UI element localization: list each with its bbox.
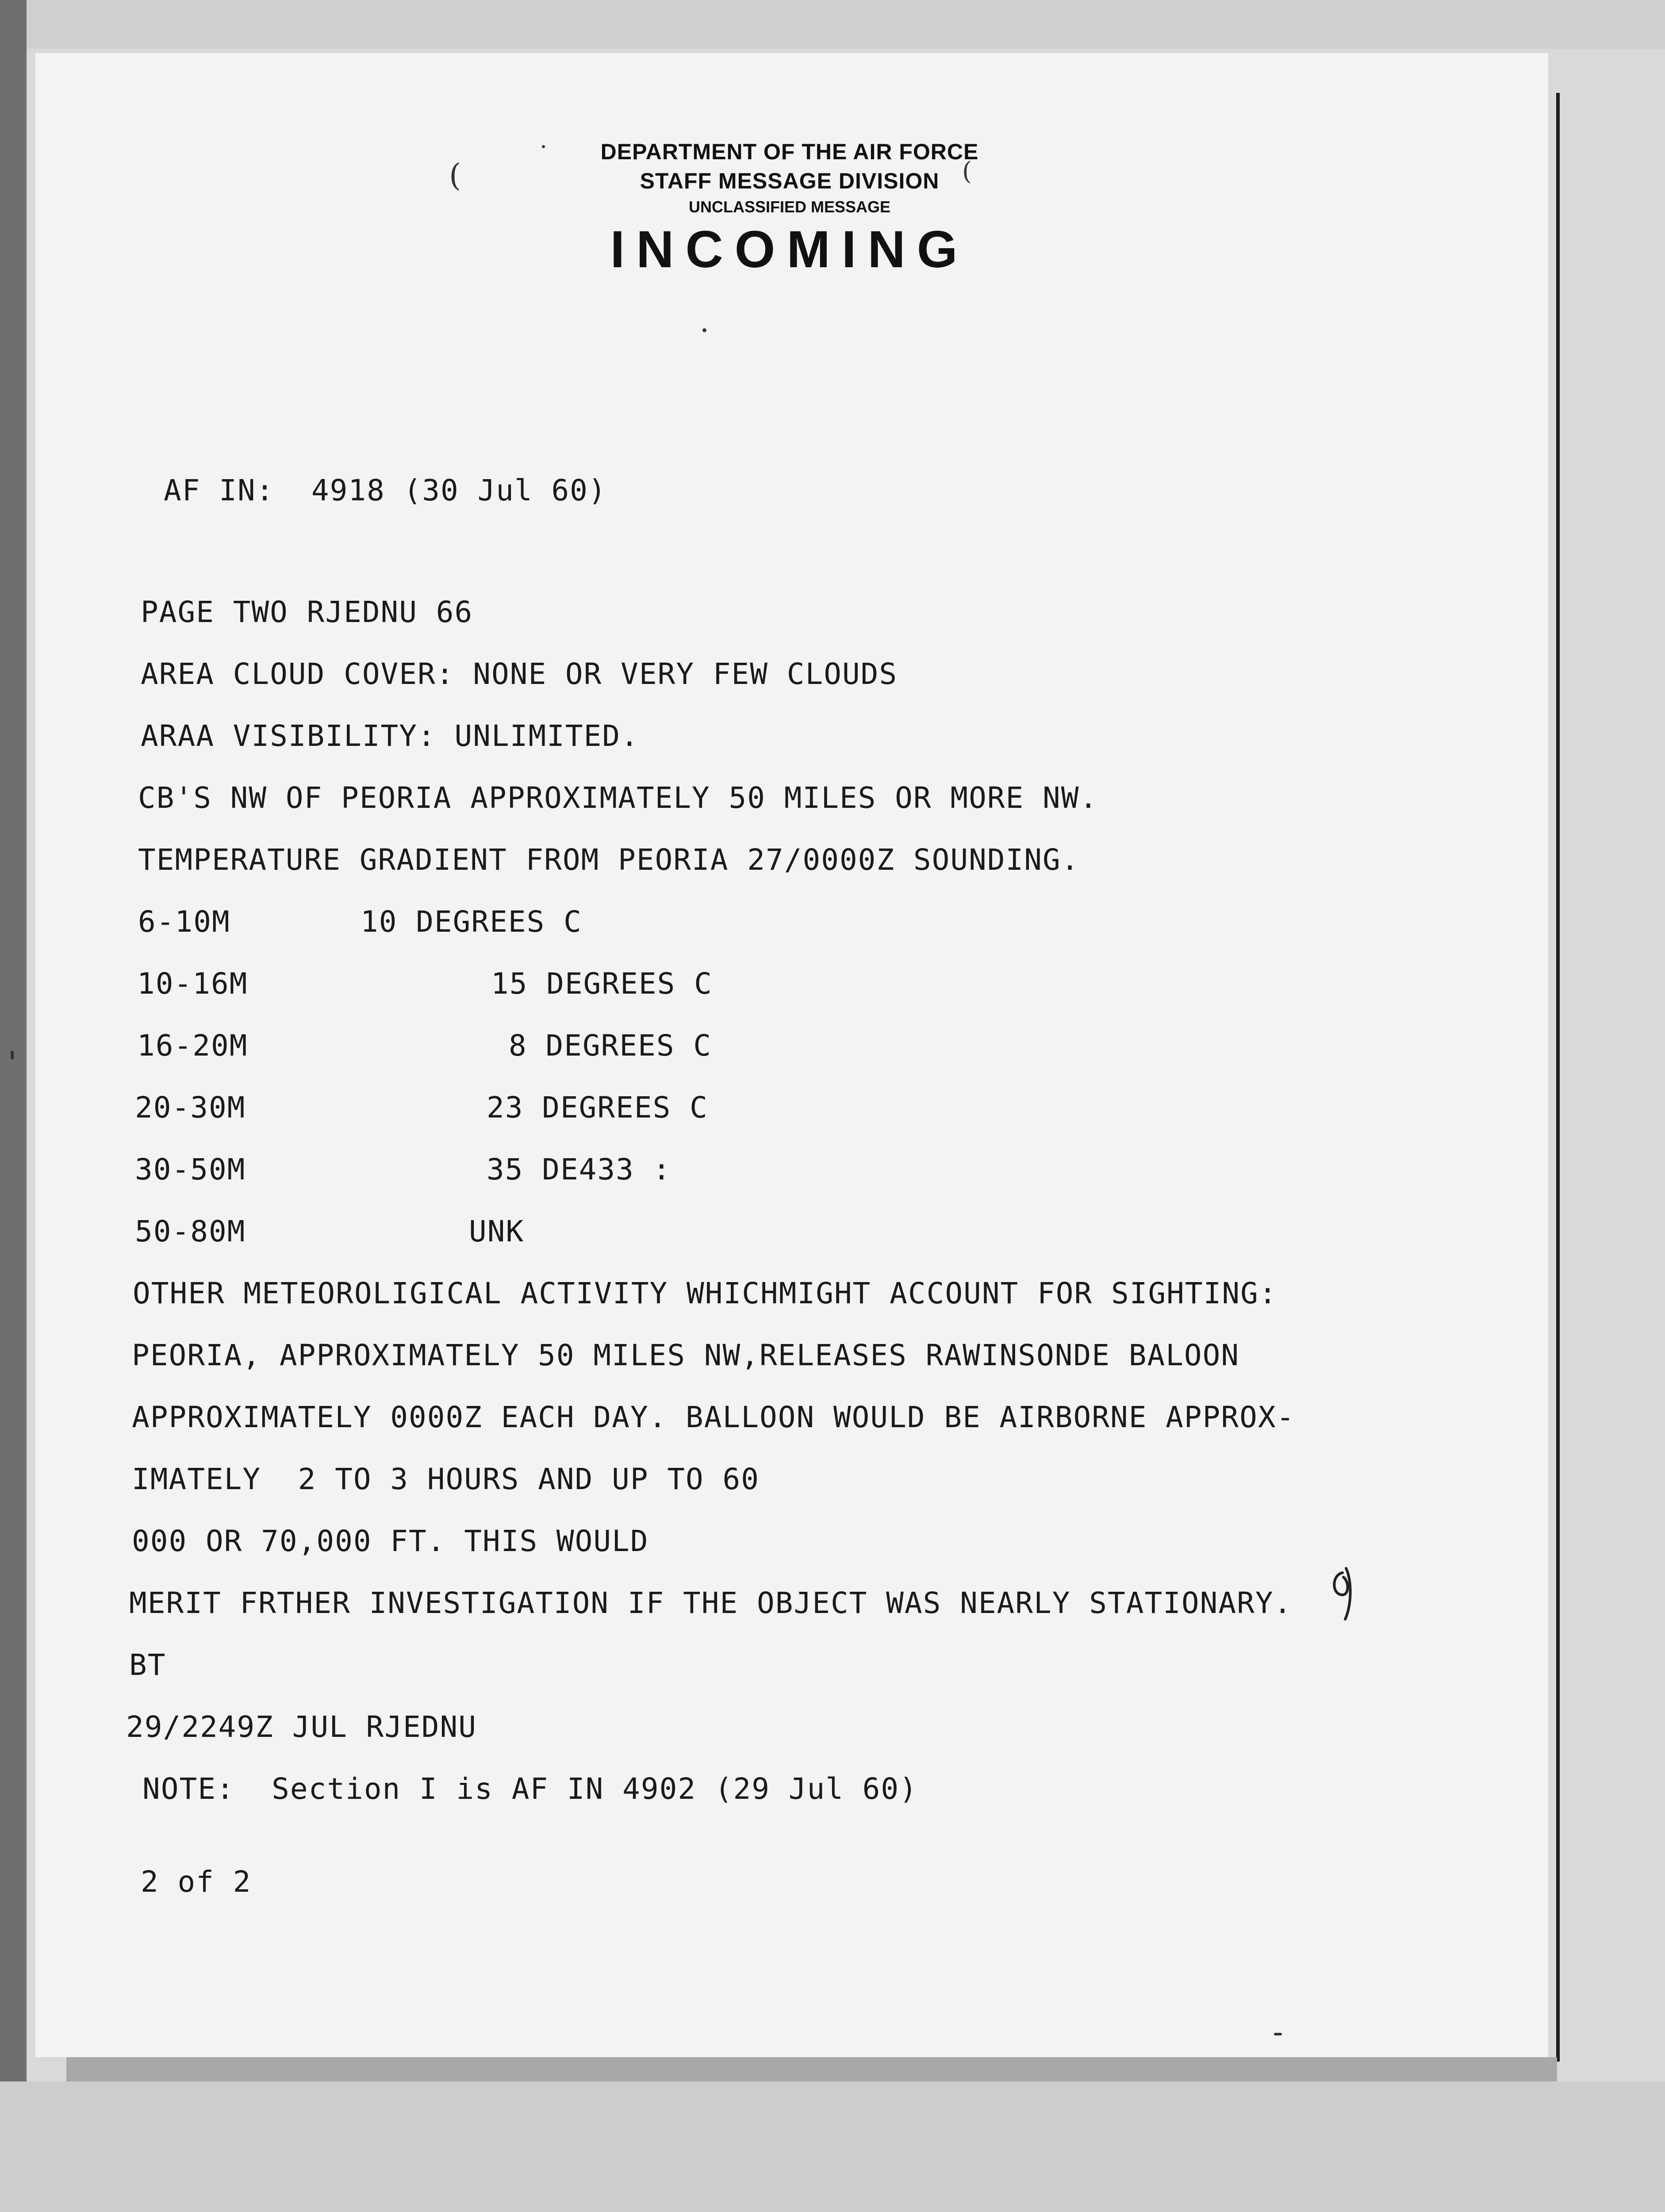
gradient-value: 35 DE433 :	[487, 1152, 671, 1187]
page-count: 2 of 2	[141, 1865, 252, 1899]
gradient-value: 23 DEGREES C	[487, 1091, 708, 1125]
speck	[11, 1051, 14, 1060]
gradient-value: UNK	[469, 1214, 525, 1248]
section-note: NOTE: Section I is AF IN 4902 (29 Jul 60)	[142, 1772, 918, 1806]
body-line: 000 OR 70,000 FT. THIS WOULD	[132, 1524, 649, 1558]
body-line: PAGE TWO RJEDNU 66	[141, 595, 473, 629]
body-line: BT	[129, 1648, 166, 1682]
message-dtg: 29/2249Z JUL RJEDNU	[126, 1710, 477, 1744]
body-line: OTHER METEOROLIGICAL ACTIVITY WHICHMIGHT ACCOUNT FOR SIGHTING:	[133, 1276, 1278, 1310]
page-bottom-edge	[66, 2057, 1557, 2081]
gradient-range: 10-16M	[137, 967, 248, 1001]
gradient-range: 50-80M	[135, 1214, 246, 1248]
scan-top-band	[0, 0, 1665, 49]
speck	[702, 328, 706, 332]
gradient-range: 30-50M	[135, 1152, 246, 1187]
message-header	[557, 137, 1022, 280]
division-title: STAFF MESSAGE DIVISION	[640, 169, 940, 193]
body-line: MERIT FRTHER INVESTIGATION IF THE OBJECT WAS NEARLY STATIONARY.	[129, 1586, 1293, 1620]
handwritten-mark	[1325, 1564, 1360, 1626]
scan-left-strip	[0, 0, 27, 2212]
body-line: AREA CLOUD COVER: NONE OR VERY FEW CLOUDS	[141, 657, 898, 691]
body-line: PEORIA, APPROXIMATELY 50 MILES NW,RELEASES RAWINSONDE BALOON	[132, 1338, 1240, 1372]
department-title: DEPARTMENT OF THE AIR FORCE	[600, 139, 979, 164]
bracket-mark-left: (	[449, 157, 461, 193]
speck	[1274, 2033, 1282, 2035]
body-line: IMATELY 2 TO 3 HOURS AND UP TO 60	[132, 1462, 760, 1496]
classification-label: UNCLASSIFIED MESSAGE	[688, 198, 891, 216]
gradient-value: 8 DEGREES C	[509, 1029, 712, 1063]
body-line: TEMPERATURE GRADIENT FROM PEORIA 27/0000Z SOUNDING.	[138, 843, 1080, 877]
gradient-value: 10 DEGREES C	[361, 905, 582, 939]
body-line: APPROXIMATELY 0000Z EACH DAY. BALLOON WOULD BE AIRBORNE APPROX-	[132, 1400, 1295, 1434]
scan-background	[0, 2081, 1665, 2212]
right-margin-rule	[1556, 93, 1560, 2062]
gradient-range: 20-30M	[135, 1091, 246, 1125]
message-page	[35, 53, 1548, 2057]
gradient-value: 15 DEGREES C	[491, 967, 713, 1001]
gradient-range: 16-20M	[137, 1029, 248, 1063]
body-line: CB'S NW OF PEORIA APPROXIMATELY 50 MILES OR MORE NW.	[138, 781, 1098, 815]
bracket-mark-right: (	[962, 157, 972, 186]
body-line: ARAA VISIBILITY: UNLIMITED.	[141, 719, 639, 753]
message-type: INCOMING	[610, 220, 969, 279]
af-in-reference: AF IN: 4918 (30 Jul 60)	[164, 473, 607, 507]
speck	[542, 145, 545, 148]
gradient-range: 6-10M	[138, 905, 230, 939]
